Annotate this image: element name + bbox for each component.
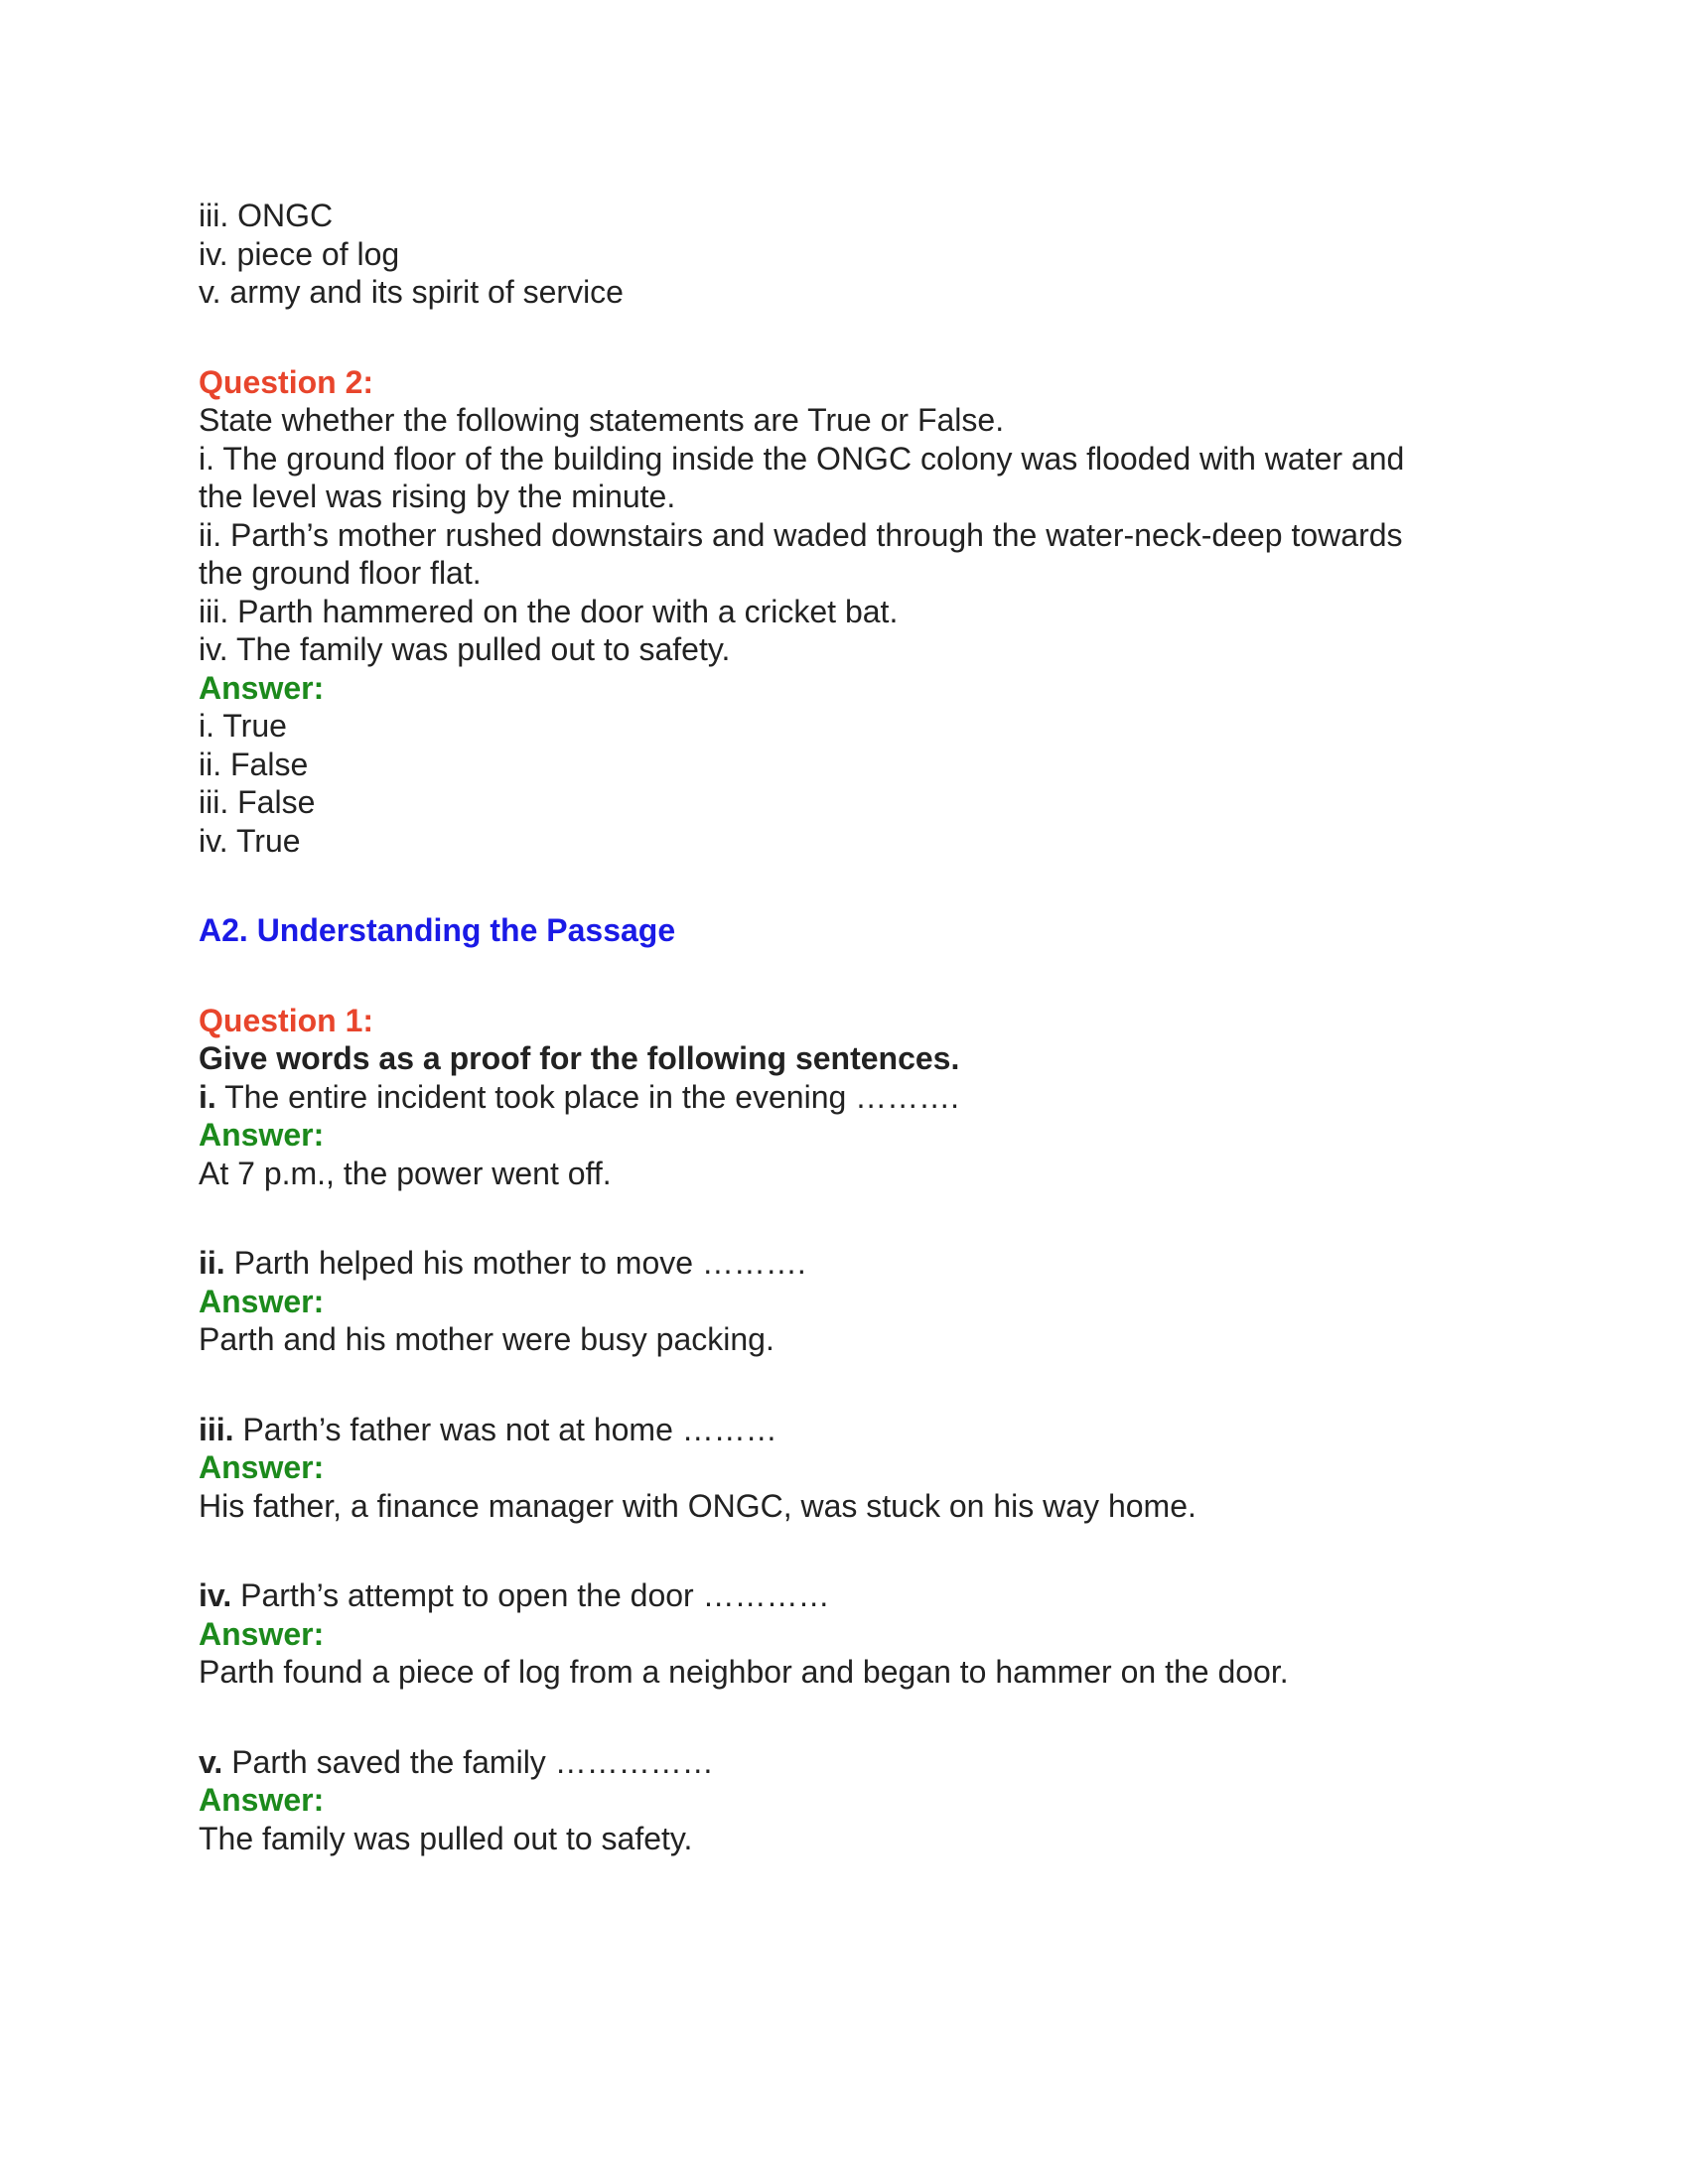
- qa-item: [199, 1411, 1489, 1526]
- qa-prompt: [199, 1743, 1489, 1782]
- answer-line: The family was pulled out to safety.: [199, 1820, 693, 1856]
- previous-answers-list: [199, 197, 1489, 312]
- answer-line: i. True: [199, 708, 287, 744]
- qa-prompt: [199, 1411, 1489, 1449]
- answer-heading: Answer:: [199, 1117, 325, 1153]
- qa-prompt-text: The entire incident took place in the evening ……….: [215, 1078, 960, 1115]
- answer-heading: Answer:: [199, 1449, 325, 1485]
- qa-prompt-text: Parth saved the family ……………: [222, 1743, 714, 1780]
- answer-line: iii. False: [199, 784, 316, 820]
- qa-item: [199, 1244, 1489, 1359]
- list-item: v. army and its spirit of service: [199, 274, 624, 310]
- statement-line: iv. The family was pulled out to safety.: [199, 631, 731, 667]
- answer-line: Parth found a piece of log from a neighbor and began to hammer on the door.: [199, 1654, 1289, 1690]
- question-heading: Question 2:: [199, 363, 374, 400]
- qa-prompt-text: Parth helped his mother to move ……….: [224, 1245, 806, 1281]
- statement-line: ii. Parth’s mother rushed downstairs and waded through the water-neck-deep towards: [199, 516, 1403, 553]
- question-2-block: [199, 363, 1489, 861]
- answer-heading: Answer:: [199, 1782, 325, 1818]
- qa-item: [199, 1743, 1489, 1858]
- qa-number: iv.: [199, 1577, 232, 1613]
- answer-heading: Answer:: [199, 1615, 325, 1652]
- statement-line: the level was rising by the minute.: [199, 478, 676, 514]
- answer-heading: Answer:: [199, 669, 325, 706]
- qa-prompt: [199, 1078, 1489, 1117]
- answer-heading: Answer:: [199, 1283, 325, 1319]
- qa-prompt: [199, 1576, 1489, 1615]
- section-heading: A2. Understanding the Passage: [199, 912, 676, 948]
- qa-number: ii.: [199, 1245, 225, 1281]
- qa-prompt-text: Parth’s attempt to open the door …………: [231, 1577, 830, 1613]
- question-instruction: State whether the following statements are True or False.: [199, 402, 1005, 438]
- qa-number: v.: [199, 1743, 223, 1780]
- statement-line: the ground floor flat.: [199, 555, 482, 591]
- qa-prompt-text: Parth’s father was not at home ………: [233, 1411, 777, 1447]
- answer-line: ii. False: [199, 746, 309, 782]
- question-heading: Question 1:: [199, 1002, 374, 1038]
- qa-number: i.: [199, 1078, 216, 1115]
- qa-item: [199, 1576, 1489, 1692]
- qa-item: [199, 1078, 1489, 1193]
- question-instruction: Give words as a proof for the following sentences.: [199, 1040, 960, 1076]
- question-1-block: [199, 1002, 1489, 1858]
- answer-line: At 7 p.m., the power went off.: [199, 1155, 612, 1191]
- qa-prompt: [199, 1244, 1489, 1283]
- document-body: [199, 197, 1489, 1857]
- statement-line: iii. Parth hammered on the door with a cricket bat.: [199, 593, 899, 629]
- statement-line: i. The ground floor of the building inside the ONGC colony was flooded with water and: [199, 440, 1405, 477]
- answer-line: His father, a finance manager with ONGC, was stuck on his way home.: [199, 1487, 1196, 1524]
- qa-number: iii.: [199, 1411, 234, 1447]
- list-item: iv. piece of log: [199, 235, 400, 272]
- list-item: iii. ONGC: [199, 198, 334, 233]
- answer-line: Parth and his mother were busy packing.: [199, 1321, 774, 1357]
- answer-line: iv. True: [199, 822, 301, 859]
